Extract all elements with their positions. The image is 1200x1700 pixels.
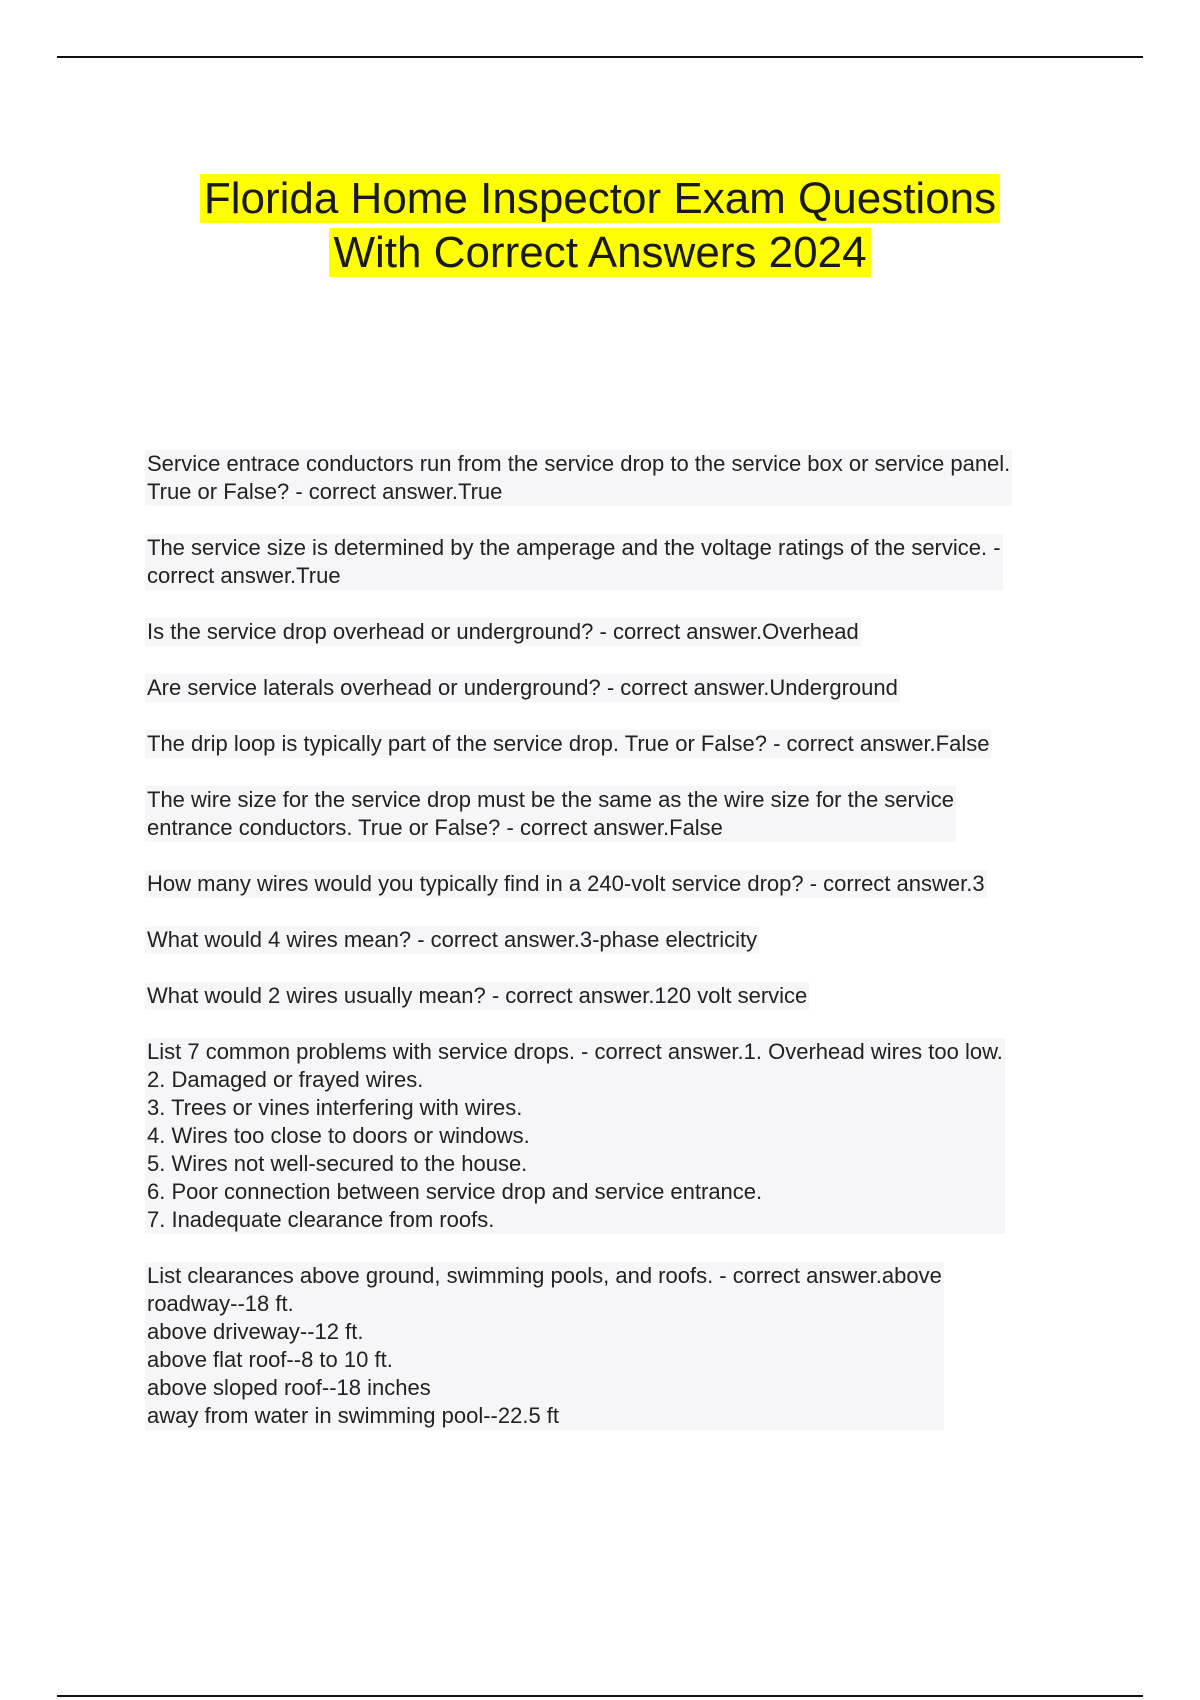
qa-item	[145, 618, 861, 646]
qa-line: above sloped roof--18 inches	[147, 1375, 431, 1400]
title-line-1: Florida Home Inspector Exam Questions	[200, 174, 1000, 223]
qa-line: True or False? - correct answer.True	[147, 479, 503, 504]
qa-item	[145, 534, 1003, 590]
qa-line: How many wires would you typically find in a 240-volt service drop? - correct answer.3	[147, 871, 985, 896]
qa-line: 2. Damaged or frayed wires.	[147, 1067, 424, 1092]
qa-item	[145, 1038, 1005, 1234]
qa-item	[145, 674, 900, 702]
qa-item	[145, 982, 809, 1010]
qa-line: 4. Wires too close to doors or windows.	[147, 1123, 530, 1148]
qa-line: 3. Trees or vines interfering with wires.	[147, 1095, 523, 1120]
qa-item	[145, 730, 991, 758]
qa-line: What would 4 wires mean? - correct answer.3-phase electricity	[147, 927, 758, 952]
qa-line: correct answer.True	[147, 563, 341, 588]
qa-line: 6. Poor connection between service drop and service entrance.	[147, 1179, 763, 1204]
qa-line: Service entrace conductors run from the service drop to the service box or service panel.	[147, 451, 1011, 476]
qa-line: away from water in swimming pool--22.5 ft	[147, 1403, 560, 1428]
qa-line: roadway--18 ft.	[147, 1291, 294, 1316]
qa-line: above flat roof--8 to 10 ft.	[147, 1347, 393, 1372]
qa-line: Are service laterals overhead or underground? - correct answer.Underground	[147, 675, 898, 700]
qa-item	[145, 870, 987, 898]
qa-line: What would 2 wires usually mean? - correct answer.120 volt service	[147, 983, 808, 1008]
qa-line: List clearances above ground, swimming pools, and roofs. - correct answer.above	[147, 1263, 942, 1288]
qa-item	[145, 926, 759, 954]
qa-line: 5. Wires not well-secured to the house.	[147, 1151, 528, 1176]
qa-line: 7. Inadequate clearance from roofs.	[147, 1207, 495, 1232]
qa-line: above driveway--12 ft.	[147, 1319, 364, 1344]
bottom-rule	[57, 1695, 1143, 1697]
page-title	[0, 172, 1200, 280]
qa-item	[145, 786, 956, 842]
qa-line: The wire size for the service drop must be the same as the wire size for the service	[147, 787, 954, 812]
qa-item	[145, 450, 1012, 506]
qa-line: entrance conductors. True or False? - correct answer.False	[147, 815, 723, 840]
qa-list	[145, 450, 1085, 1458]
qa-item	[145, 1262, 944, 1430]
top-rule	[57, 56, 1143, 58]
title-line-2: With Correct Answers 2024	[329, 228, 870, 277]
qa-line: List 7 common problems with service drops. - correct answer.1. Overhead wires too low.	[147, 1039, 1003, 1064]
qa-line: Is the service drop overhead or underground? - correct answer.Overhead	[147, 619, 859, 644]
qa-line: The service size is determined by the amperage and the voltage ratings of the service. -	[147, 535, 1001, 560]
qa-line: The drip loop is typically part of the service drop. True or False? - correct answer.False	[147, 731, 990, 756]
